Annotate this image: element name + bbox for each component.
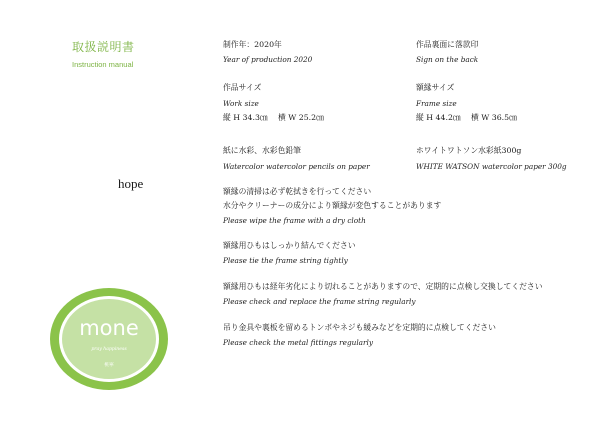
logo-tagline: pray happiness [91,347,127,352]
work-size-value: 縦 H 34.3㎝ 横 W 25.2㎝ [223,113,324,122]
medium-label-en: Watercolor watercolor pencils on paper [223,162,370,171]
year-label-en: Year of production 2020 [223,55,313,64]
mone-logo [48,286,170,392]
paper-label: ホワイトワトソン水彩紙300g [416,146,522,155]
manual-subtitle: Instruction manual [72,60,134,69]
care-item-4: 吊り金具や裏板を留めるトンボやネジも緩みなどを定期的に点検してください [223,323,496,332]
sign-label-en: Sign on the back [416,55,479,64]
care-item-3: 額縁用ひもは経年劣化により切れることがありますので、定期的に点検し交換してください [223,282,543,291]
care-item-1: 額縁の清掃は必ず乾拭きを行ってください [223,187,372,196]
sign-label: 作品裏面に落款印 [416,40,479,49]
frame-size-label: 額縁サイズ [416,83,455,92]
frame-size-label-en: Frame size [416,99,457,108]
year-label: 制作年：2020年 [223,40,282,49]
frame-size-value: 縦 H 44.2㎝ 横 W 36.5㎝ [416,113,517,122]
paper-label-en: WHITE WATSON watercolor paper 300g [416,162,567,171]
artwork-title: hope [118,176,144,191]
logo-name: mone [79,316,139,340]
care-item-1-line2: 水分やクリーナーの成分により額縁が変色することがあります [223,201,442,210]
manual-title: 取扱説明書 [72,40,135,54]
care-item-2-en: Please tie the frame string tightly [223,256,348,265]
care-item-1-en: Please wipe the frame with a dry cloth [223,216,366,225]
logo-sub: 桃寧 [104,363,114,368]
care-item-4-en: Please check the metal fittings regularly [223,338,373,347]
medium-label: 紙に水彩、水彩色鉛筆 [223,146,301,155]
work-size-label: 作品サイズ [223,83,262,92]
care-item-3-en: Please check and replace the frame string regularly [223,297,416,306]
work-size-label-en: Work size [223,99,259,108]
care-item-2: 額縁用ひもはしっかり結んでください [223,241,356,250]
